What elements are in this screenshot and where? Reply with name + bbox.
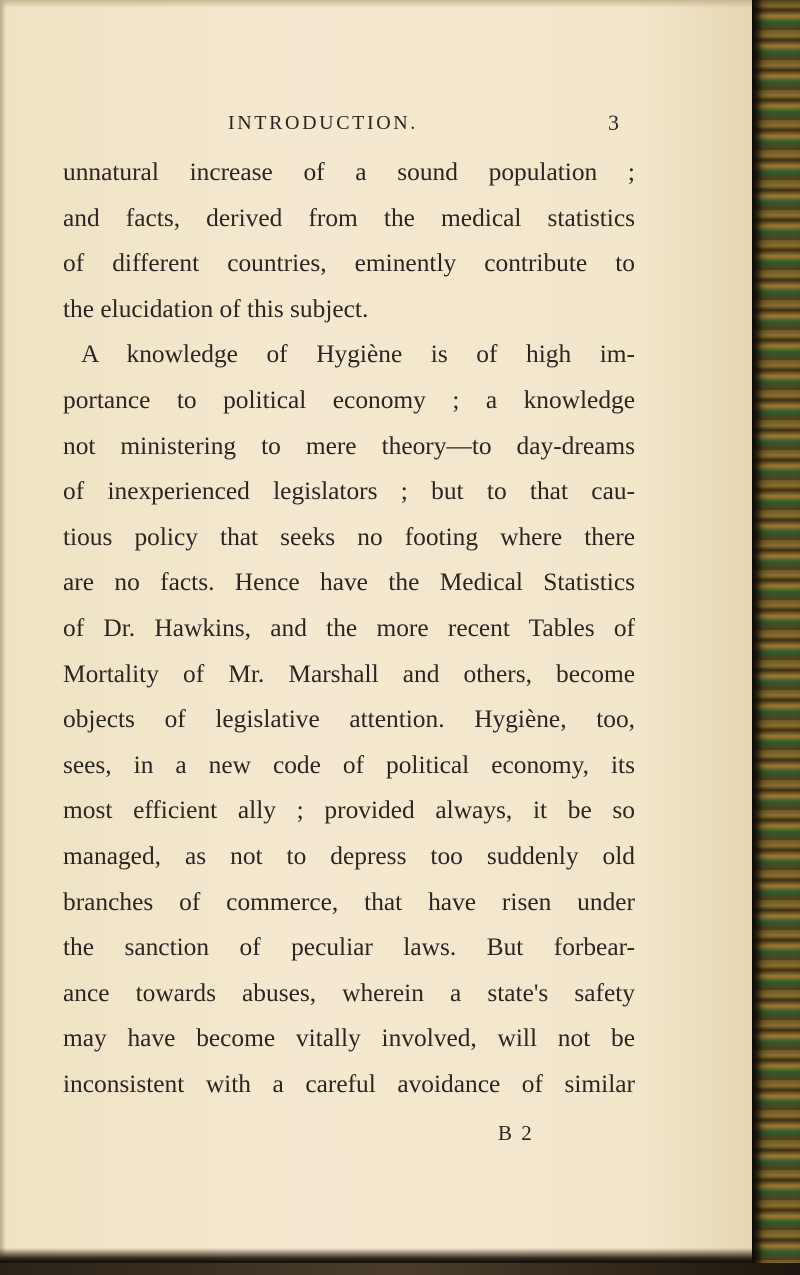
text-line: ance towards abuses, wherein a state's safety [63, 978, 635, 1007]
text-line: are no facts. Hence have the Medical Statistics [63, 568, 635, 597]
book-bottom-edge [0, 1263, 800, 1275]
text-line: not ministering to mere theory—to day-dreams [63, 431, 635, 460]
text-line: the elucidation of this subject. [63, 294, 369, 323]
text-line: may have become vitally involved, will not be [63, 1024, 635, 1053]
text-line: managed, as not to depress too suddenly old [63, 841, 635, 870]
body-text [63, 150, 635, 1107]
text-line: objects of legislative attention. Hygiène, too, [63, 705, 635, 734]
text-line: branches of commerce, that have risen under [63, 887, 635, 916]
text-line: portance to political economy ; a knowledge [63, 385, 635, 414]
text-line: tious policy that seeks no footing where there [63, 522, 635, 551]
page-gutter-shadow [0, 0, 6, 1262]
running-head: INTRODUCTION. [228, 112, 418, 134]
text-line: A knowledge of Hygiène is of high im- [81, 340, 635, 369]
signature-mark: B 2 [498, 1121, 534, 1145]
text-line: of inexperienced legislators ; but to that cau- [63, 477, 635, 506]
text-line: of Dr. Hawkins, and the more recent Tables of [63, 613, 635, 642]
text-line: the sanction of peculiar laws. But forbear- [63, 933, 635, 962]
page-bottom-shadow [0, 1248, 752, 1262]
book-binding [752, 0, 800, 1275]
text-line: inconsistent with a careful avoidance of similar [63, 1069, 635, 1098]
text-line: Mortality of Mr. Marshall and others, become [63, 659, 635, 688]
text-line: sees, in a new code of political economy, its [63, 750, 635, 779]
page-number: 3 [608, 110, 619, 135]
text-line: and facts, derived from the medical statistics [63, 203, 635, 232]
page-header [0, 112, 752, 142]
text-line: of different countries, eminently contribute to [63, 249, 635, 278]
text-line: most efficient ally ; provided always, it be so [63, 796, 635, 825]
text-line: unnatural increase of a sound population ; [63, 158, 635, 186]
